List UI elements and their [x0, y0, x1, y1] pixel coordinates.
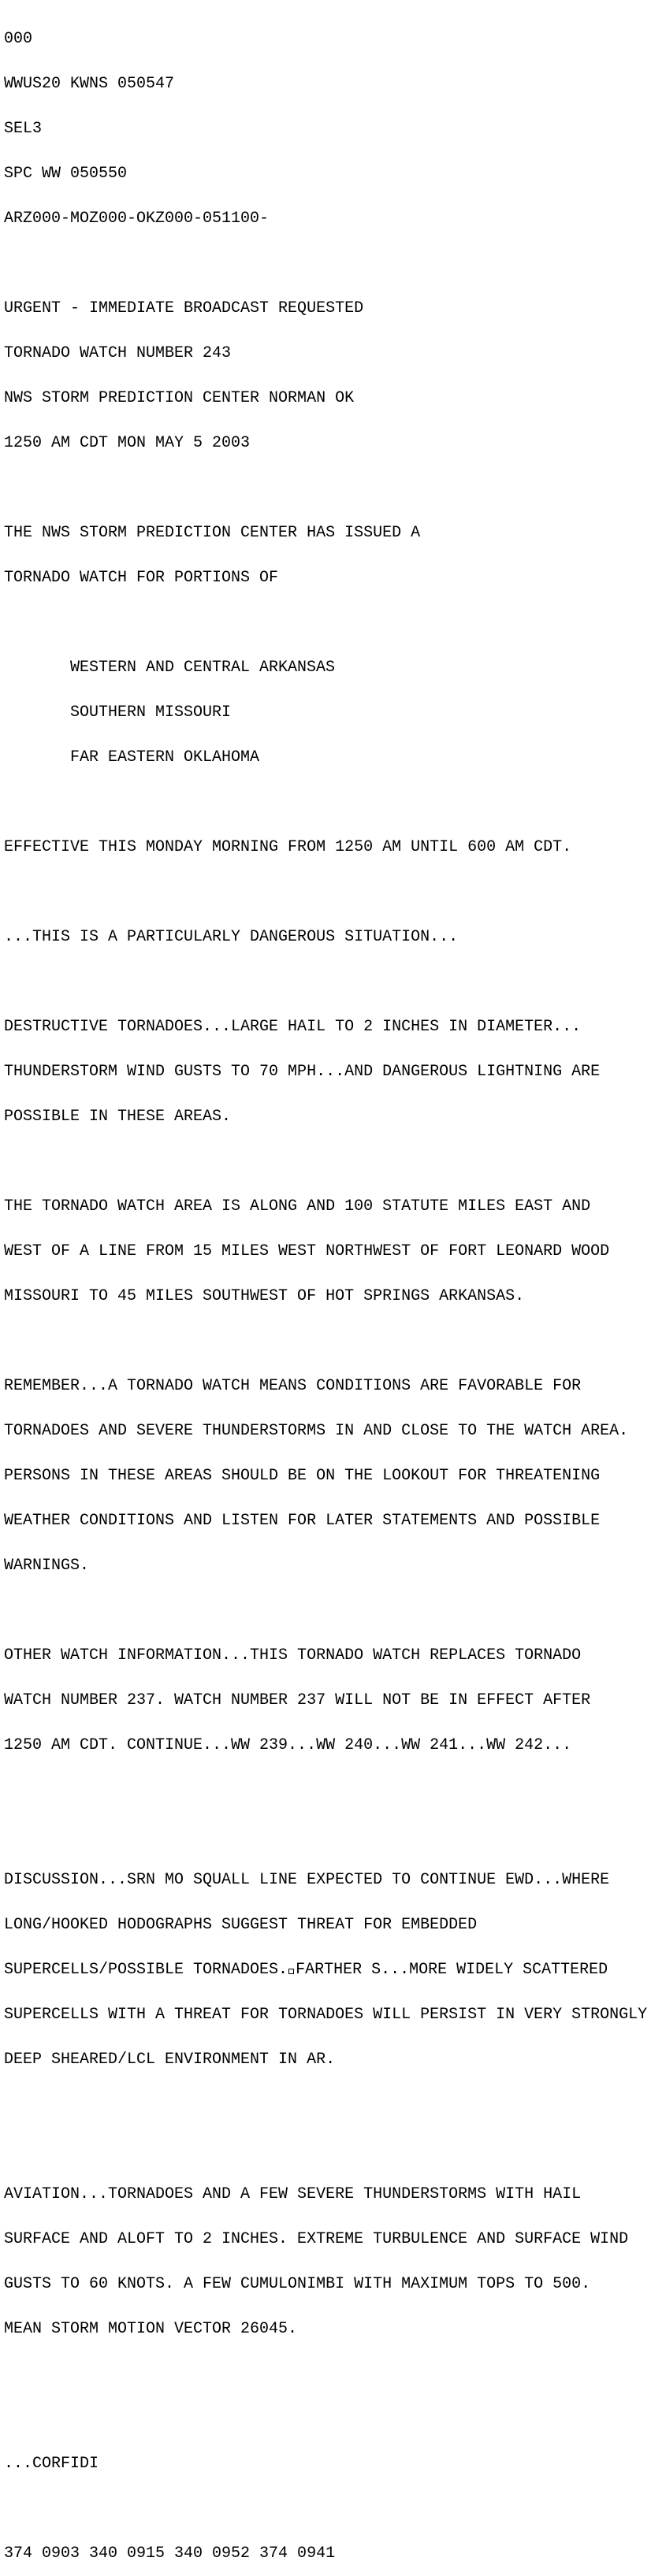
- blank-line: [4, 2097, 647, 2112]
- discussion-text: FARTHER S...MORE WIDELY SCATTERED: [296, 1961, 608, 1979]
- watch-area-line: MISSOURI TO 45 MILES SOUTHWEST OF HOT SPRINGS ARKANSAS.: [4, 1287, 525, 1305]
- area-item: SOUTHERN MISSOURI: [70, 703, 232, 722]
- remember-line: WEATHER CONDITIONS AND LISTEN FOR LATER STATEMENTS AND POSSIBLE: [4, 1512, 601, 1530]
- discussion-line: [4, 1962, 647, 1977]
- discussion-line: SUPERCELLS WITH A THREAT FOR TORNADOES WILL PERSIST IN VERY STRONGLY: [4, 2006, 648, 2024]
- bulletin-text: [4, 2, 647, 2576]
- intro-line: TORNADO WATCH FOR PORTIONS OF: [4, 569, 279, 587]
- remember-line: REMEMBER...A TORNADO WATCH MEANS CONDITIONS ARE FAVORABLE FOR: [4, 1377, 582, 1395]
- blank-line: [4, 1154, 647, 1169]
- aviation-line: AVIATION...TORNADOES AND A FEW SEVERE THUNDERSTORMS WITH HAIL: [4, 2185, 582, 2203]
- blank-line: [4, 795, 647, 810]
- discussion-text: SUPERCELLS/POSSIBLE TORNADOES.: [4, 1961, 288, 1979]
- blank-line: [4, 1334, 647, 1349]
- issue-time: 1250 AM CDT MON MAY 5 2003: [4, 434, 251, 452]
- blank-line: [4, 2366, 647, 2381]
- aviation-line: GUSTS TO 60 KNOTS. A FEW CUMULONIMBI WITH MAXIMUM TOPS TO 500.: [4, 2275, 591, 2293]
- effective-period: EFFECTIVE THIS MONDAY MORNING FROM 1250 AM UNTIL 600 AM CDT.: [4, 838, 572, 856]
- zone-codes: ARZ000-MOZ000-OKZ000-051100-: [4, 210, 270, 228]
- hazards-line: POSSIBLE IN THESE AREAS.: [4, 1108, 232, 1126]
- watch-number: TORNADO WATCH NUMBER 243: [4, 344, 232, 362]
- header-line: SEL3: [4, 120, 43, 138]
- blank-line: [4, 2142, 647, 2157]
- missing-glyph-box-icon: [288, 1969, 294, 1974]
- pds-statement: ...THIS IS A PARTICULARLY DANGEROUS SITUATION...: [4, 928, 459, 946]
- aviation-line: SURFACE AND ALOFT TO 2 INCHES. EXTREME TURBULENCE AND SURFACE WIND: [4, 2230, 629, 2248]
- header-line: WWUS20 KWNS 050547: [4, 75, 175, 93]
- watch-area-line: WEST OF A LINE FROM 15 MILES WEST NORTHWEST OF FORT LEONARD WOOD: [4, 1242, 610, 1260]
- other-watch-line: OTHER WATCH INFORMATION...THIS TORNADO WATCH REPLACES TORNADO: [4, 1646, 582, 1665]
- header-line: 000: [4, 30, 33, 48]
- other-watch-line: 1250 AM CDT. CONTINUE...WW 239...WW 240...WW 241...WW 242...: [4, 1736, 572, 1754]
- discussion-line: LONG/HOOKED HODOGRAPHS SUGGEST THREAT FOR EMBEDDED: [4, 1916, 478, 1934]
- other-watch-line: WATCH NUMBER 237. WATCH NUMBER 237 WILL NOT BE IN EFFECT AFTER: [4, 1691, 591, 1709]
- blank-line: [4, 1603, 647, 1618]
- discussion-line: DISCUSSION...SRN MO SQUALL LINE EXPECTED TO CONTINUE EWD...WHERE: [4, 1871, 610, 1889]
- remember-line: WARNINGS.: [4, 1557, 90, 1575]
- lat-lon-coordinates: 374 0903 340 0915 340 0952 374 0941: [4, 2544, 336, 2563]
- area-item: WESTERN AND CENTRAL ARKANSAS: [70, 659, 336, 677]
- blank-line: [4, 481, 647, 496]
- blank-line: [4, 2411, 647, 2426]
- hazards-line: DESTRUCTIVE TORNADOES...LARGE HAIL TO 2 INCHES IN DIAMETER...: [4, 1018, 582, 1036]
- watch-area-line: THE TORNADO WATCH AREA IS ALONG AND 100 STATUTE MILES EAST AND: [4, 1197, 591, 1216]
- forecaster-signature: ...CORFIDI: [4, 2455, 99, 2473]
- remember-line: PERSONS IN THESE AREAS SHOULD BE ON THE LOOKOUT FOR THREATENING: [4, 1467, 601, 1485]
- issuing-office: NWS STORM PREDICTION CENTER NORMAN OK: [4, 389, 355, 407]
- blank-line: [4, 885, 647, 900]
- area-item: FAR EASTERN OKLAHOMA: [70, 748, 260, 766]
- blank-line: [4, 615, 647, 630]
- header-line: SPC WW 050550: [4, 165, 128, 183]
- aviation-line: MEAN STORM MOTION VECTOR 26045.: [4, 2320, 298, 2338]
- blank-line: [4, 1828, 647, 1843]
- blank-line: [4, 1783, 647, 1798]
- blank-line: [4, 2501, 647, 2516]
- blank-line: [4, 256, 647, 271]
- urgent-banner: URGENT - IMMEDIATE BROADCAST REQUESTED: [4, 299, 364, 317]
- remember-line: TORNADOES AND SEVERE THUNDERSTORMS IN AND CLOSE TO THE WATCH AREA.: [4, 1422, 629, 1440]
- intro-line: THE NWS STORM PREDICTION CENTER HAS ISSUED A: [4, 524, 421, 542]
- blank-line: [4, 974, 647, 989]
- hazards-line: THUNDERSTORM WIND GUSTS TO 70 MPH...AND DANGEROUS LIGHTNING ARE: [4, 1063, 601, 1081]
- discussion-line: DEEP SHEARED/LCL ENVIRONMENT IN AR.: [4, 2051, 336, 2069]
